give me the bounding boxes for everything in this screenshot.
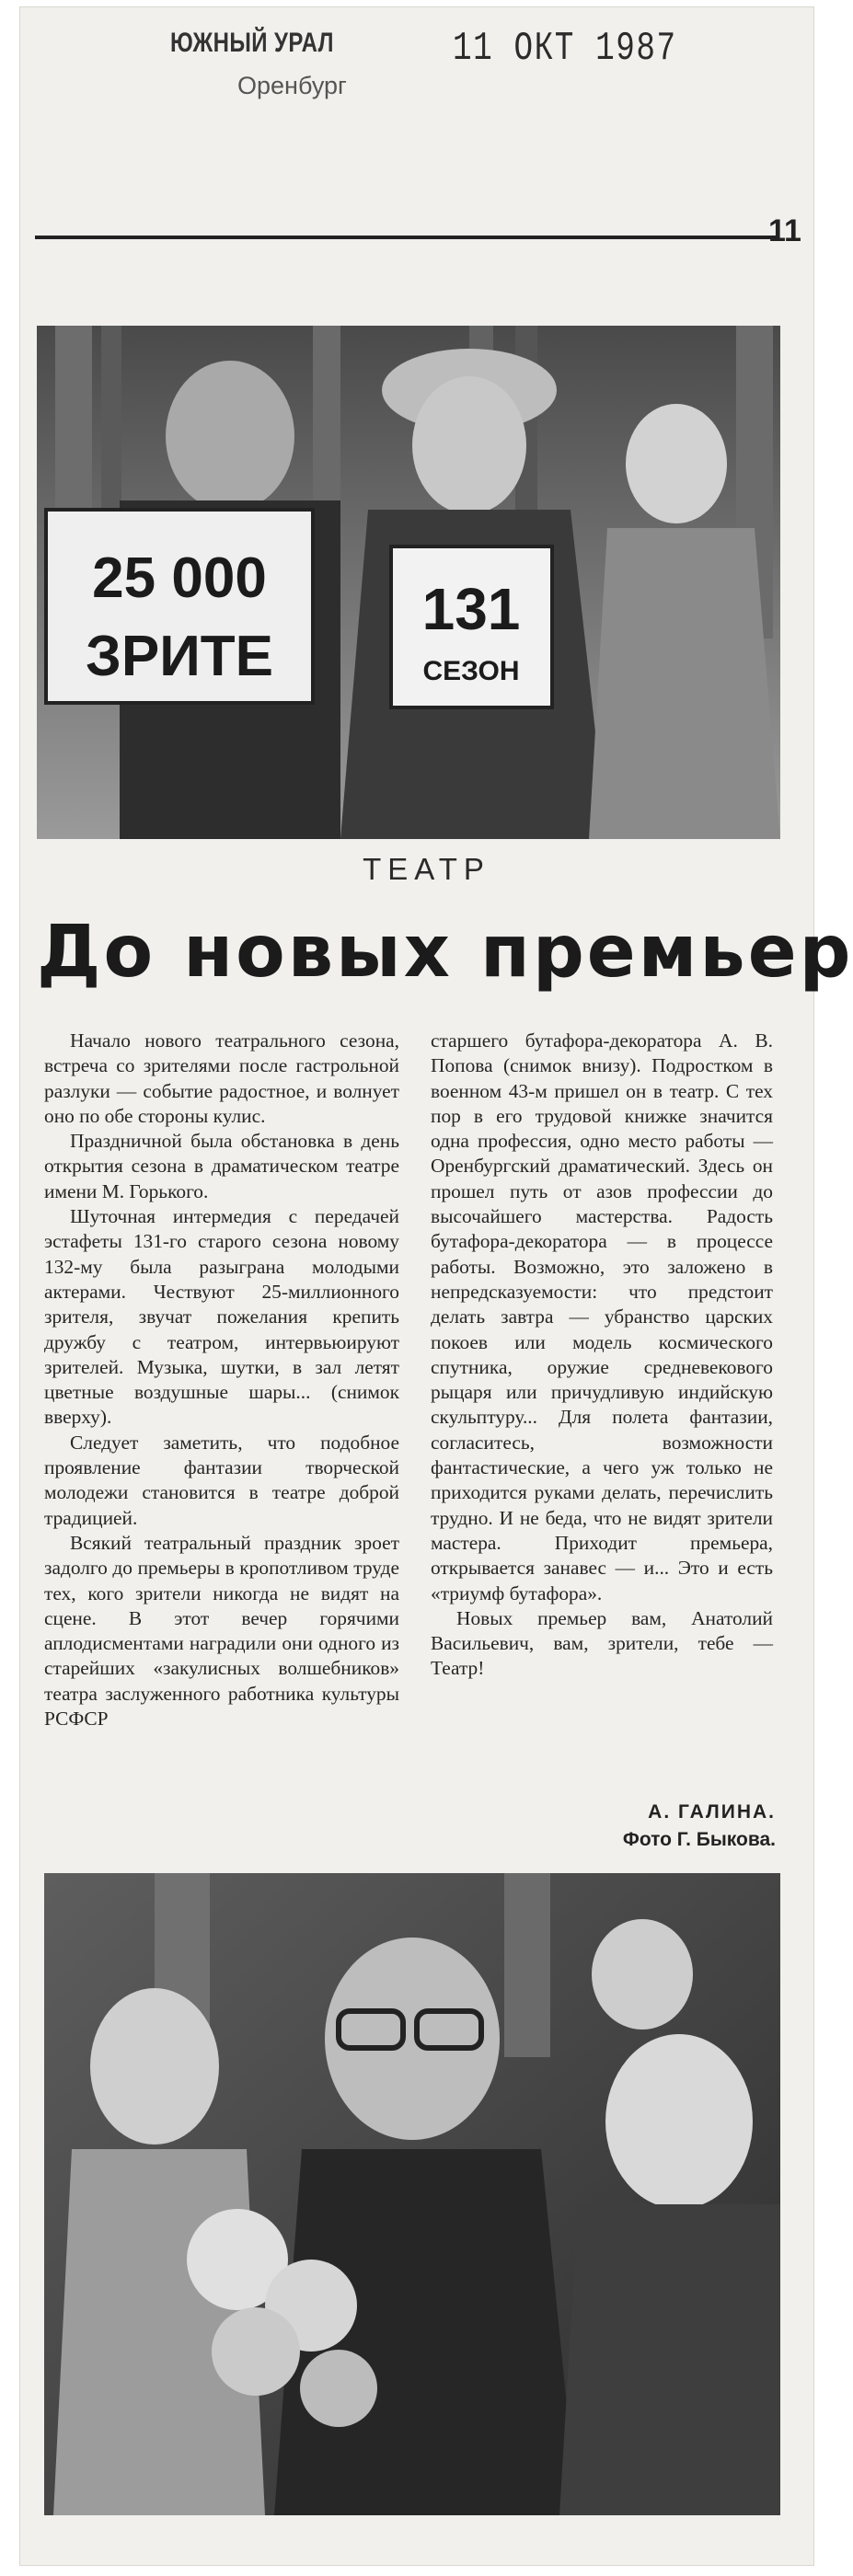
paragraph: Следует заметить, что подобное проявление фантазии творческой молодежи становится в театре доброй традицией. bbox=[44, 1431, 399, 1529]
paragraph: Праздничной была обстановка в день открытия сезона в драматическом театре имени М. Горького. bbox=[44, 1130, 399, 1202]
sign-left-line1: 25 000 bbox=[92, 546, 267, 610]
paragraph: Шуточная интермедия с передачей эстафеты 131-го старого сезона новому 132-му была разыграна молодыми актерами. Чествуют 25-миллионного зрителя, звучат пожелания крепить дружбу с театром, интервьюируют зрителей. Музыка, шутки, в зал летят цветные воздушные шары... (снимок вверху). bbox=[44, 1205, 399, 1429]
date-stamp: 11 ОКТ 1987 bbox=[453, 26, 677, 72]
article-rubric: ТЕАТР bbox=[363, 852, 490, 886]
sign-left-line2: ЗРИТЕ bbox=[86, 625, 273, 688]
photo-top-actors bbox=[37, 326, 780, 839]
article-column-right bbox=[431, 1029, 773, 1682]
article-headline: До новых премьер bbox=[37, 911, 853, 994]
photo-bottom-illustration bbox=[44, 1873, 780, 2515]
paragraph: Всякий театральный праздник зроет задолго до премьеры в кропотливом труде тех, кого зрители никогда не видят на сцене. В этот вечер горячими аплодисментами наградили они одного из старейших «закулисных волшебников» театра заслуженного работника культуры РСФСР bbox=[44, 1531, 399, 1731]
paragraph: Начало нового театрального сезона, встреча со зрителями после гастрольной разлуки — событие радостное, и волнует оно по обе стороны кулис. bbox=[44, 1029, 399, 1127]
paragraph: старшего бутафора-декоратора А. В. Попова (снимок внизу). Подростком в военном 43-м пришел он в театр. С тех пор в его трудовой книжке значится одна профессия, одно место работы — Оренбургский драматический. Здесь он прошел путь от азов профессии до высочайшего мастерства. Радость бутафора-декоратора — в процессе работы. Возможно, это заложено в непредсказуемости: что предстоит делать завтра — убранство царских покоев или модель космического спутника, оружие средневекового рыцаря или причудливую индийскую скульптуру... Для полета фантазии, согласитесь, возможности фантастические, а чего уж только не приходится руками делать, перечислить трудно. И не беда, что не видят зрители мастера. Приходит премьера, открывается занавес — и... Это и есть «триумф бутафора». bbox=[431, 1029, 773, 1604]
photo-credit: Фото Г. Быкова. bbox=[622, 1829, 776, 1850]
article-author: А. ГАЛИНА. bbox=[648, 1801, 776, 1823]
newspaper-masthead: ЮЖНЫЙ УРАЛ bbox=[170, 28, 334, 58]
page-number: 11 bbox=[768, 213, 801, 248]
header-rule bbox=[35, 236, 778, 239]
masthead-city: Оренбург bbox=[237, 72, 347, 99]
photo-bottom-popov bbox=[44, 1873, 780, 2515]
sign-right-line2: СЕЗОН bbox=[422, 656, 520, 686]
photo-top-illustration bbox=[37, 326, 780, 839]
sign-right-line1: 131 bbox=[421, 576, 521, 642]
paragraph: Новых премьер вам, Анатолий Васильевич, вам, зрители, тебе — Театр! bbox=[431, 1606, 773, 1680]
article-column-left bbox=[44, 1029, 399, 1731]
